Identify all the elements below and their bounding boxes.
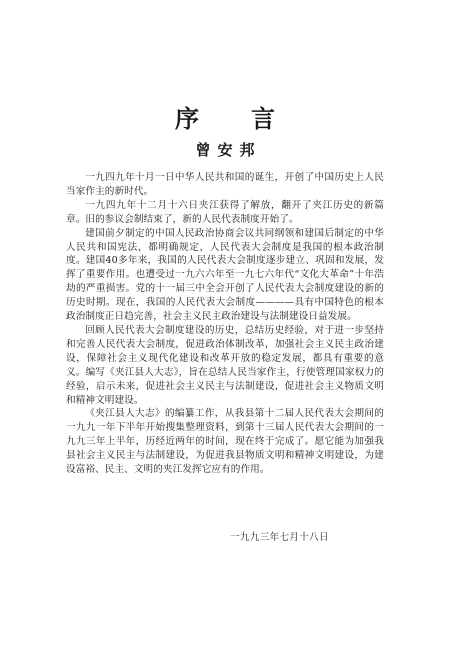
- paragraph-2: 一九四九年十二月十六日夹江获得了解放，翻开了夹江历史的新篇章。旧的参议会制结束了，新的人民代表制度开始了。: [66, 199, 384, 225]
- document-body: [66, 171, 384, 477]
- paragraph-3: 建国前夕制定的中国人民政治协商会议共同纲领和建国后制定的中华人民共和国宪法，都明确规定，人民代表大会制度是我国的根本政治制度。建国40多年来，我国的人民代表大会制度逐步建立、巩固和发展，发挥了重要作用。也遭受过一九六六年至一九七六年代“文化大革命”十年浩劫的严重损害。党的十一届三中全会开创了人民代表大会制度建设的新的历史时期。现在，我国的人民代表大会制度————具有中国特色的根本政治制度正日趋完善，社会主义民主政治建设与法制建设日益发展。: [66, 227, 384, 323]
- paragraph-4: 回顾人民代表大会制度建设的历史，总结历史经验，对于进一步坚持和完善人民代表大会制度，促进政治体制改革，加强社会主义民主政治建设，保障社会主义现代化建设和改革开放的稳定发展，都具有重要的意义。编写《夹江县人大志》，旨在总结人民当家作主，行使管理国家权力的经验，启示未来，促进社会主义民主与法制建设，促进社会主义物质文明和精神文明建设。: [66, 324, 384, 406]
- paragraph-5: 《夹江县人大志》的编纂工作，从我县第十二届人民代表大会期间的一九九一年下半年开始搜集整理资料，到第十三届人民代表大会期间的一九九三年上半年，历经近两年的时间，现在终于完成了。愿它能为加强我县社会主义民主与法制建设，为促进我县物质文明和精神文明建设，为建设富裕、民主、文明的夹江发挥它应有的作用。: [66, 408, 384, 476]
- page-title: 序言: [175, 104, 327, 133]
- signature-date: 一九九三年七月十八日: [230, 532, 329, 543]
- paragraph-1: 一九四九年十月一日中华人民共和国的诞生，开创了中国历史上人民当家作主的新时代。: [66, 172, 384, 197]
- author-name: 曾安邦: [195, 141, 262, 159]
